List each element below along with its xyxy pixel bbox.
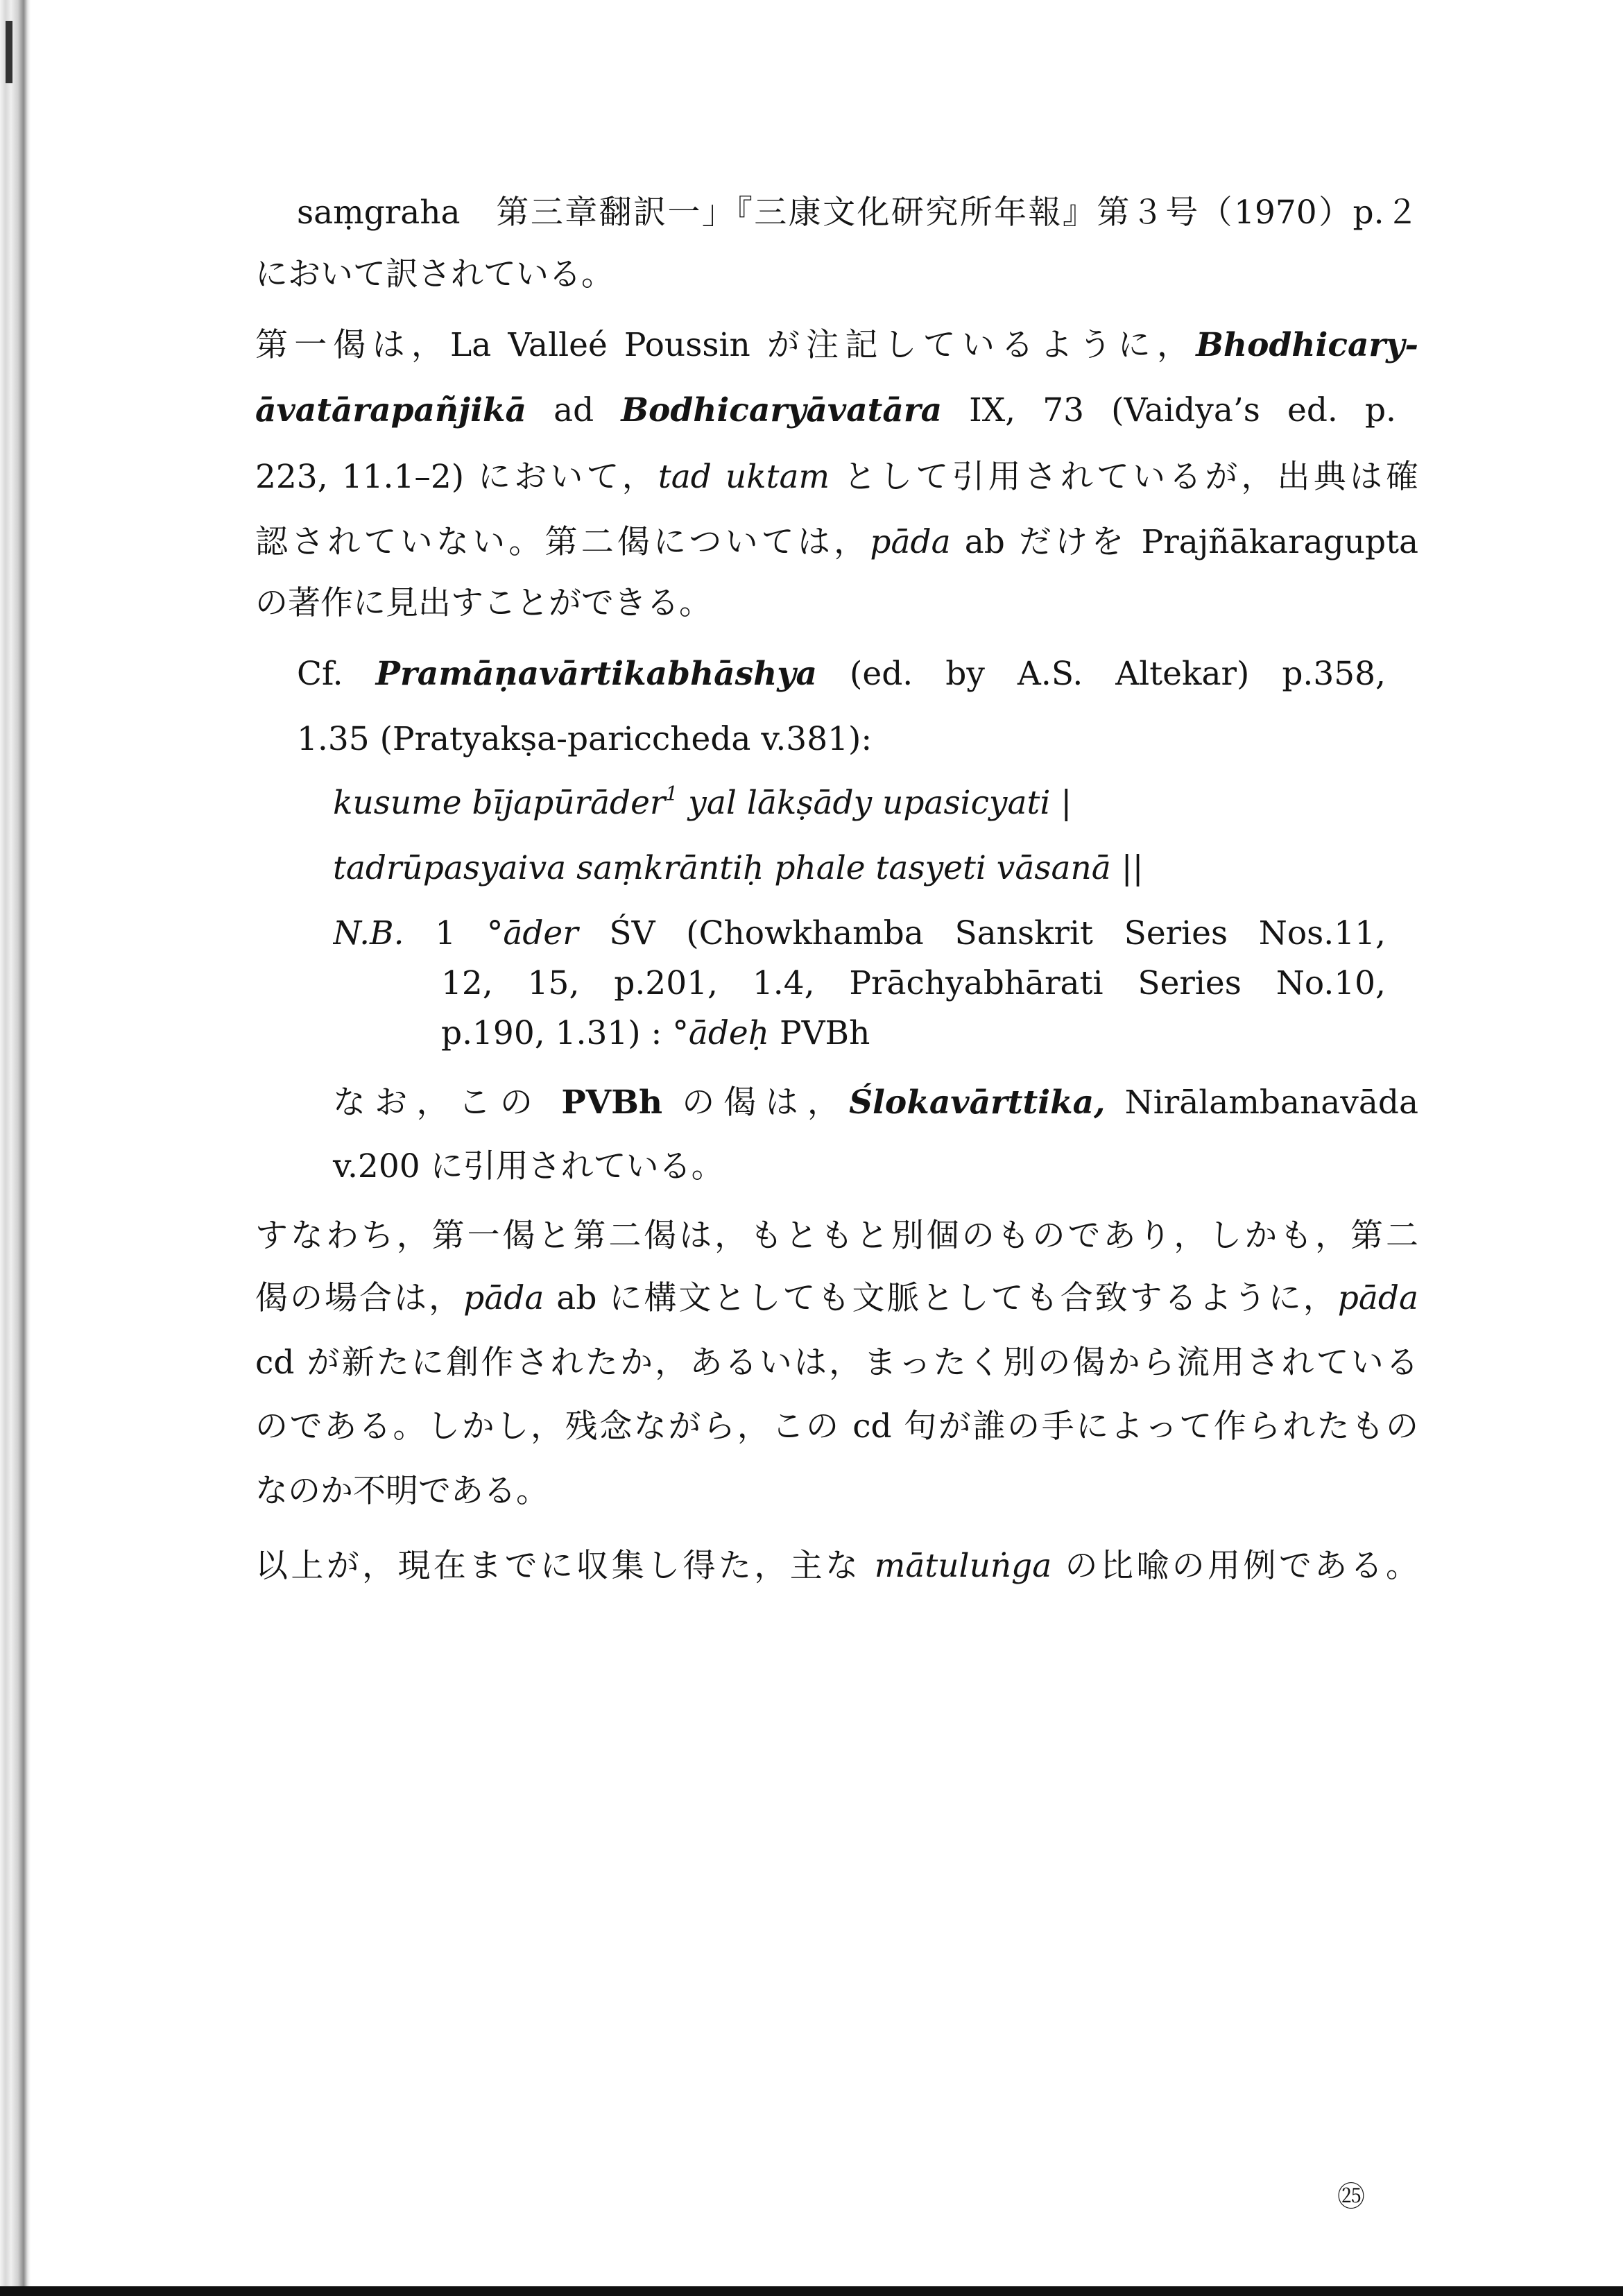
text-line: saṃgraha 第三章翻訳一」『三康文化研究所年報』第３号（1970）p.２	[297, 194, 1418, 232]
text-line: v.200 に引用されている。	[333, 1147, 724, 1185]
note-line: N.B. 1 °āder ŚV (Chowkhamba Sanskrit Series Nos.11,	[333, 914, 1386, 952]
text-line: の著作に見出すことができる。	[255, 584, 712, 622]
text-line: なお，この PVBh の偈は，Ślokavārttika, Nirālambanavāda	[333, 1083, 1418, 1122]
text-line: 認されていない。第二偈については，pāda ab だけを Prajñākaragupta	[255, 523, 1418, 561]
text-line: āvatārapañjikā ad Bodhicaryāvatāra IX, 73 (Vaidya’s ed. p.	[255, 391, 1396, 429]
text-line: cd が新たに創作されたか，あるいは，まったく別の偈から流用されている	[255, 1344, 1418, 1382]
text-line: 第一偈は，La Valleé Poussin が注記しているように，Bhodhicary-	[255, 326, 1418, 364]
text-line: 1.35 (Pratyakṣa-pariccheda v.381):	[297, 720, 873, 758]
text-line: において訳されている。	[255, 255, 614, 293]
verse-line: tadrūpasyaiva saṃkrāntiḥ phale tasyeti vāsanā ||	[333, 849, 1144, 887]
text-line: 偈の場合は，pāda ab に構文としても文脈としても合致するように，pāda	[255, 1279, 1418, 1317]
text-line: のである。しかし，残念ながら，この cd 句が誰の手によって作られたもの	[255, 1407, 1418, 1446]
spine-mark	[6, 21, 12, 83]
note-line: p.190, 1.31) : °ādeḥ PVBh	[441, 1014, 870, 1052]
text-line: すなわち，第一偈と第二偈は，もともと別個のものであり，しかも，第二	[255, 1217, 1418, 1255]
bottom-edge-rule	[0, 2286, 1623, 2296]
page-number: ㉕	[1337, 2181, 1365, 2213]
scanned-page-spine-edge	[0, 0, 31, 2296]
text-line: Cf. Pramāṇavārtikabhāshya (ed. by A.S. Altekar) p.358,	[297, 655, 1386, 693]
text-line: 223, 11.1–2) において，tad uktam として引用されているが，出典は確	[255, 458, 1418, 496]
note-line: 12, 15, p.201, 1.4, Prāchyabhārati Series No.10,	[441, 964, 1386, 1002]
verse-line: kusume bījapūrāder$^1$ yal lākṣādy upasicyati |	[333, 782, 1072, 822]
text-line: なのか不明である。	[255, 1472, 549, 1510]
text-line: 以上が，現在までに収集し得た，主な mātuluṅga の比喩の用例である。	[255, 1547, 1418, 1585]
